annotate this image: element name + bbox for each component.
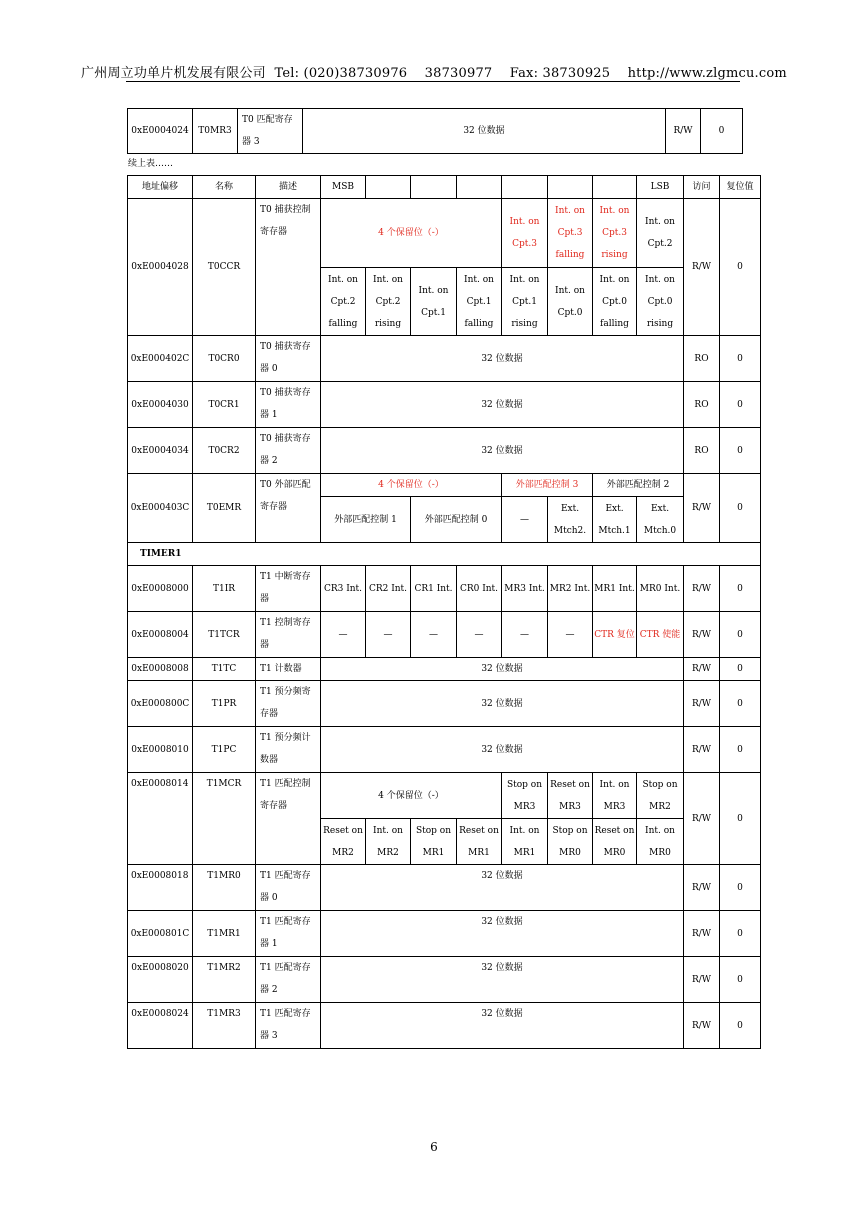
bit-cell: Int. on Cpt.1 — [411, 268, 457, 336]
data-cell: 32 位数据 — [321, 957, 684, 1003]
name-cell: T0CR2 — [193, 428, 256, 474]
addr-cell: 0xE0008018 — [128, 865, 193, 911]
reset-cell: 0 — [720, 336, 761, 382]
name-cell: T1PR — [193, 681, 256, 727]
ext-match-control-2: 外部匹配控制 2 — [593, 474, 684, 497]
name-cell: T0MR3 — [193, 109, 238, 154]
desc-cell: T1 匹配控制寄存器 — [256, 773, 321, 865]
addr-cell: 0xE0004024 — [128, 109, 193, 154]
desc-cell: T0 捕获寄存器 2 — [256, 428, 321, 474]
desc-cell: T1 匹配寄存器 1 — [256, 911, 321, 957]
bit-cell: Reset on MR0 — [593, 819, 637, 865]
table-row — [128, 336, 761, 382]
header-fax: Fax: 38730925 — [509, 66, 611, 81]
bit-cell: — — [321, 612, 366, 658]
bit-cell: Int. on MR2 — [366, 819, 411, 865]
bit-cell: — — [457, 612, 502, 658]
table-row — [128, 911, 761, 957]
bit-cell: Int. on MR3 — [593, 773, 637, 819]
desc-cell: T1 匹配寄存器 0 — [256, 865, 321, 911]
bit-cell: Int. on Cpt.3 rising — [593, 199, 637, 268]
bit-cell: — — [411, 612, 457, 658]
bit-cell: — — [366, 612, 411, 658]
table-row — [128, 681, 761, 727]
name-cell: T0CR0 — [193, 336, 256, 382]
top-table — [127, 108, 743, 154]
table-row — [128, 474, 761, 497]
data-cell: 32 位数据 — [321, 727, 684, 773]
bit-cell: Int. on Cpt.2 rising — [366, 268, 411, 336]
desc-cell: T0 捕获寄存器 0 — [256, 336, 321, 382]
table-row — [128, 865, 761, 911]
name-cell: T0EMR — [193, 474, 256, 543]
bit-cell: Stop on MR1 — [411, 819, 457, 865]
name-cell: T1MR2 — [193, 957, 256, 1003]
bit-cell: Int. on MR0 — [637, 819, 684, 865]
reserved-bits: 4 个保留位（-） — [321, 773, 502, 819]
data-cell: 32 位数据 — [321, 681, 684, 727]
table-row — [128, 109, 743, 154]
bit-cell: Ext. Mtch.0 — [637, 497, 684, 543]
name-cell: T1TCR — [193, 612, 256, 658]
bit-cell: Stop on MR3 — [502, 773, 548, 819]
desc-cell: T1 中断寄存器 — [256, 566, 321, 612]
bit-cell: CR3 Int. — [321, 566, 366, 612]
data-cell: 32 位数据 — [321, 336, 684, 382]
access-cell: R/W — [684, 911, 720, 957]
bit-cell: CTR 使能 — [637, 612, 684, 658]
name-cell: T1MCR — [193, 773, 256, 865]
addr-cell: 0xE0008010 — [128, 727, 193, 773]
table-row — [128, 566, 761, 612]
data-cell: 32 位数据 — [321, 382, 684, 428]
header-tel: Tel: (020)38730976 — [274, 66, 408, 81]
col-lsb: LSB — [637, 176, 684, 199]
header-tel2: 38730977 — [424, 66, 493, 81]
table-row — [128, 658, 761, 681]
reset-cell: 0 — [720, 865, 761, 911]
addr-cell: 0xE0008020 — [128, 957, 193, 1003]
desc-cell: T0 捕获寄存器 1 — [256, 382, 321, 428]
reset-cell: 0 — [720, 566, 761, 612]
access-cell: R/W — [666, 109, 701, 154]
bit-cell: Int. on Cpt.3 falling — [548, 199, 593, 268]
name-cell: T1MR0 — [193, 865, 256, 911]
bit-cell: Ext. Mtch2. — [548, 497, 593, 543]
col-msb: MSB — [321, 176, 366, 199]
addr-cell: 0xE0008008 — [128, 658, 193, 681]
access-cell: RO — [684, 336, 720, 382]
reset-cell: 0 — [720, 612, 761, 658]
reset-cell: 0 — [720, 911, 761, 957]
bit-cell: Ext. Mtch.1 — [593, 497, 637, 543]
bit-cell: Int. on Cpt.2 — [637, 199, 684, 268]
name-cell: T0CCR — [193, 199, 256, 336]
addr-cell: 0xE0008000 — [128, 566, 193, 612]
col-addr: 地址偏移 — [128, 176, 193, 199]
desc-cell: T1 匹配寄存器 3 — [256, 1003, 321, 1049]
header-row — [128, 176, 761, 199]
bit-cell: MR0 Int. — [637, 566, 684, 612]
section-label-timer1: TIMER1 — [128, 543, 761, 566]
ext-match-control-3: 外部匹配控制 3 — [502, 474, 593, 497]
table-row — [128, 727, 761, 773]
register-table — [127, 175, 761, 1049]
bit-cell: CR2 Int. — [366, 566, 411, 612]
col-reset: 复位值 — [720, 176, 761, 199]
col-access: 访问 — [684, 176, 720, 199]
reset-cell: 0 — [720, 1003, 761, 1049]
name-cell: T1PC — [193, 727, 256, 773]
name-cell: T0CR1 — [193, 382, 256, 428]
reset-cell: 0 — [720, 428, 761, 474]
bit-cell: Int. on Cpt.2 falling — [321, 268, 366, 336]
page-number: 6 — [430, 1140, 438, 1154]
access-cell: R/W — [684, 681, 720, 727]
empty-cell — [457, 176, 502, 199]
reset-cell: 0 — [720, 727, 761, 773]
bit-cell: Stop on MR0 — [548, 819, 593, 865]
header-company: 广州周立功单片机发展有限公司 — [81, 66, 266, 81]
bit-cell: CR1 Int. — [411, 566, 457, 612]
reset-cell: 0 — [720, 681, 761, 727]
col-desc: 描述 — [256, 176, 321, 199]
bit-cell: — — [502, 497, 548, 543]
ext-match-control-1: 外部匹配控制 1 — [321, 497, 411, 543]
bit-cell: MR3 Int. — [502, 566, 548, 612]
access-cell: R/W — [684, 865, 720, 911]
table-row — [128, 957, 761, 1003]
addr-cell: 0xE0004030 — [128, 382, 193, 428]
bit-cell: CR0 Int. — [457, 566, 502, 612]
reset-cell: 0 — [720, 199, 761, 336]
data-cell: 32 位数据 — [321, 658, 684, 681]
access-cell: R/W — [684, 566, 720, 612]
addr-cell: 0xE000801C — [128, 911, 193, 957]
data-cell: 32 位数据 — [321, 1003, 684, 1049]
bit-cell: CTR 复位 — [593, 612, 637, 658]
table-row — [128, 773, 761, 819]
desc-cell: T1 预分频计数器 — [256, 727, 321, 773]
desc-cell: T0 捕获控制寄存器 — [256, 199, 321, 336]
desc-cell: T0 外部匹配寄存器 — [256, 474, 321, 543]
addr-cell: 0xE0008014 — [128, 773, 193, 865]
empty-cell — [593, 176, 637, 199]
continued-label: 续上表…… — [128, 159, 174, 169]
bit-cell: Int. on MR1 — [502, 819, 548, 865]
access-cell: R/W — [684, 474, 720, 543]
table-row — [128, 428, 761, 474]
addr-cell: 0xE000403C — [128, 474, 193, 543]
table-row — [128, 199, 761, 268]
access-cell: RO — [684, 428, 720, 474]
addr-cell: 0xE000800C — [128, 681, 193, 727]
bit-cell: — — [548, 612, 593, 658]
bit-cell: Reset on MR2 — [321, 819, 366, 865]
desc-cell: T1 计数器 — [256, 658, 321, 681]
addr-cell: 0xE0008004 — [128, 612, 193, 658]
addr-cell: 0xE0008024 — [128, 1003, 193, 1049]
reserved-bits: 4 个保留位（-） — [321, 474, 502, 497]
access-cell: R/W — [684, 199, 720, 336]
desc-cell: T1 匹配寄存器 2 — [256, 957, 321, 1003]
access-cell: R/W — [684, 1003, 720, 1049]
desc-cell: T1 控制寄存器 — [256, 612, 321, 658]
table-row — [128, 1003, 761, 1049]
bit-cell: Int. on Cpt.1 falling — [457, 268, 502, 336]
name-cell: T1TC — [193, 658, 256, 681]
access-cell: RO — [684, 382, 720, 428]
bit-cell: MR1 Int. — [593, 566, 637, 612]
empty-cell — [502, 176, 548, 199]
desc-cell: T0 匹配寄存器 3 — [238, 109, 303, 154]
page-header — [0, 62, 868, 81]
bit-cell: Int. on Cpt.1 rising — [502, 268, 548, 336]
access-cell: R/W — [684, 612, 720, 658]
reset-cell: 0 — [720, 957, 761, 1003]
access-cell: R/W — [684, 727, 720, 773]
bit-cell: Int. on Cpt.3 — [502, 199, 548, 268]
name-cell: T1IR — [193, 566, 256, 612]
addr-cell: 0xE0004034 — [128, 428, 193, 474]
data-cell: 32 位数据 — [321, 428, 684, 474]
empty-cell — [548, 176, 593, 199]
reset-cell: 0 — [720, 773, 761, 865]
empty-cell — [366, 176, 411, 199]
addr-cell: 0xE000402C — [128, 336, 193, 382]
header-divider — [126, 81, 740, 82]
data-cell: 32 位数据 — [321, 911, 684, 957]
addr-cell: 0xE0004028 — [128, 199, 193, 336]
bit-cell: Reset on MR1 — [457, 819, 502, 865]
ext-match-control-0: 外部匹配控制 0 — [411, 497, 502, 543]
data-cell: 32 位数据 — [321, 865, 684, 911]
access-cell: R/W — [684, 773, 720, 865]
reserved-bits: 4 个保留位（-） — [321, 199, 502, 268]
col-name: 名称 — [193, 176, 256, 199]
header-url[interactable]: http://www.zlgmcu.com — [627, 66, 787, 81]
bit-cell: MR2 Int. — [548, 566, 593, 612]
bit-cell: Int. on Cpt.0 — [548, 268, 593, 336]
name-cell: T1MR3 — [193, 1003, 256, 1049]
reset-cell: 0 — [720, 474, 761, 543]
reset-cell: 0 — [720, 382, 761, 428]
access-cell: R/W — [684, 957, 720, 1003]
bit-cell: Int. on Cpt.0 falling — [593, 268, 637, 336]
bit-cell: Stop on MR2 — [637, 773, 684, 819]
table-row — [128, 612, 761, 658]
reset-cell: 0 — [720, 658, 761, 681]
empty-cell — [411, 176, 457, 199]
section-row — [128, 543, 761, 566]
table-row — [128, 382, 761, 428]
data-cell: 32 位数据 — [303, 109, 666, 154]
desc-cell: T1 预分频寄存器 — [256, 681, 321, 727]
name-cell: T1MR1 — [193, 911, 256, 957]
bit-cell: — — [502, 612, 548, 658]
reset-cell: 0 — [701, 109, 743, 154]
bit-cell: Int. on Cpt.0 rising — [637, 268, 684, 336]
bit-cell: Reset on MR3 — [548, 773, 593, 819]
access-cell: R/W — [684, 658, 720, 681]
